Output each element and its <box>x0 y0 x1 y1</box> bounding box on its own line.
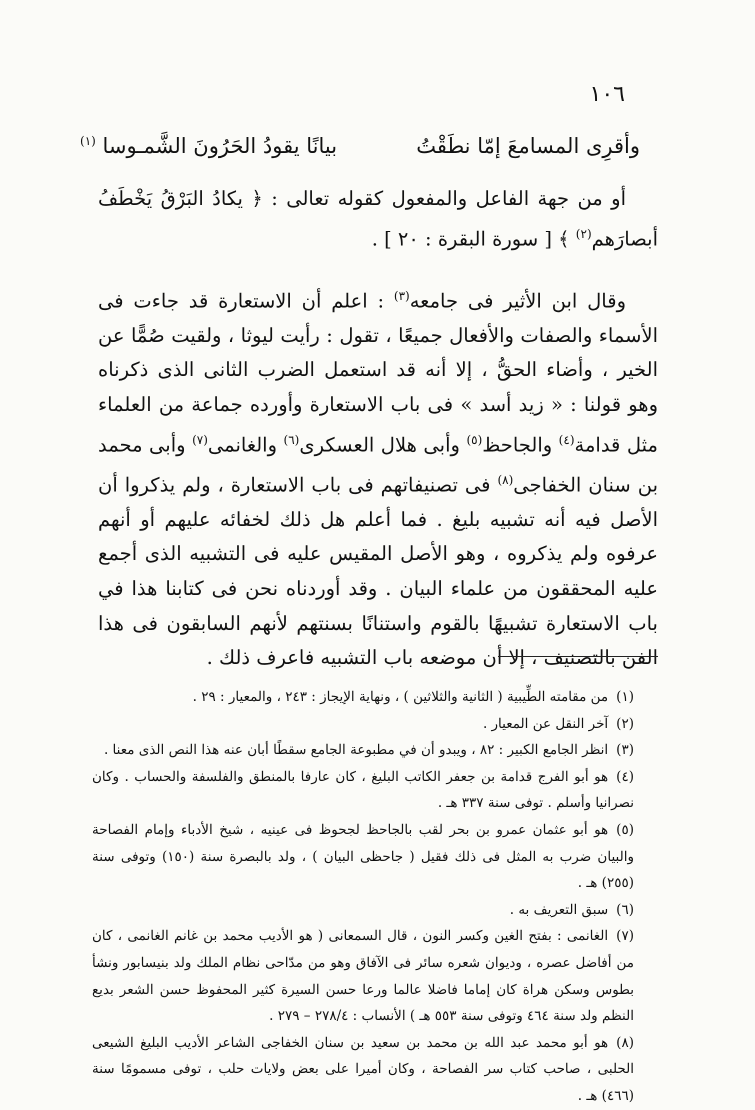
footnote-number: (٤) <box>616 768 634 785</box>
footnote-number: (٨) <box>616 1034 634 1051</box>
footnote-8 <box>92 1030 658 1110</box>
footnote-3 <box>92 737 658 764</box>
p2-text-f: وأبى محمد بن سنان الخفاجى <box>98 433 658 497</box>
footnote-ref-8: (٨) <box>497 472 514 487</box>
footnote-text: آخر النقل عن المعيار . <box>482 715 609 732</box>
footnote-4 <box>92 764 658 817</box>
footnote-1 <box>92 684 658 711</box>
footnotes <box>92 684 658 1110</box>
p1-text-b: ﴾ [ سورة البقرة : ٢٠ ] . <box>371 227 576 251</box>
footnote-6 <box>92 897 658 924</box>
footnote-number: (١) <box>616 689 634 705</box>
footnote-ref-6: (٦) <box>283 432 300 447</box>
footnote-text: هو أبو الفرج قدامة بن جعفر الكاتب البليغ ، كان عارفا بالمنطق والفلسفة والحساب . وكان نصرانيا وأسلم . توفى سنة ٣٣٧ هـ . <box>92 768 634 812</box>
footnote-text: من مقامته الطِّيبية ( الثانية والثلاثين ) ، ونهاية الإيجاز : ٢٤٣ ، والمعيار : ٢٩ . <box>192 689 609 705</box>
p2-text-c: والجاحظ <box>482 433 559 457</box>
footnote-text: هو أبو عثمان عمرو بن بحر لقب بالجاحظ لجحوظ فى عينيه ، شيخ الأدباء وإمام الفصاحة والبيان ضرب به المثل فى ذلك فقيل ( جاحظى البيان ) ، ولد بالبصرة سنة (١٥٠) وتوفى سنة (٢٥٥) هـ . <box>92 821 634 892</box>
footnote-ref-2: (٢) <box>575 226 592 241</box>
footnote-text: هو أبو محمد عبد الله بن محمد بن سعيد بن سنان الخفاجى الشاعر الأديب البليغ الشيعى الحلبى ، صاحب كتاب سر الفصاحة ، وكان أميرا على بعض ولايات حلب ، توفى مسمومًا سنة (٤٦٦) هـ . <box>92 1034 634 1104</box>
footnote-number: (٢) <box>616 715 634 732</box>
footnote-7 <box>92 923 658 1029</box>
paragraph-1 <box>98 182 658 257</box>
footnote-text: سبق التعريف به . <box>509 901 609 918</box>
p2-text-d: وأبى هلال العسكرى <box>299 433 467 457</box>
footnote-ref-4: (٤) <box>558 432 575 447</box>
p2-text-e: والغانمى <box>207 433 284 457</box>
footnote-number: (٦) <box>616 901 634 918</box>
footnote-number: (٧) <box>616 928 634 945</box>
page-number: ١٠٦ <box>589 82 625 107</box>
hemistich-1-text: وأقرِى المسامعَ إمّا نطَقْتُ <box>416 134 640 158</box>
footnote-divider <box>498 656 658 657</box>
footnote-ref-7: (٧) <box>192 432 208 447</box>
footnote-text: انظر الجامع الكبير : ٨٢ ، ويبدو أن في مطبوعة الجامع سقطًا أبان عنه هذا النص الذى معنا . <box>103 742 609 759</box>
p2-text-a: وقال ابن الأثير فى جامعه <box>409 289 626 313</box>
p2-text-g: فى تصنيفاتهم فى باب الاستعارة ، ولم يذكروا أن الأصل فيه أنه تشبيه بليغ . فما أعلم هل ذلك لخفائه عليهم أو أنهم عرفوه ولم يذكروه ، وهو الأصل المقيس عليه فى التشبيه الذى أجمع عليه المحققون من علماء البيان . وقد أوردناه نحن فى كتابنا هذا في باب الاستعارة تشبيهًا بالقوم واستنانًا بسنتهم لأنهم السابقون فى هذا الفن بالتصنيف ، إلا أن موضعه باب التشبيه فاعرف ذلك . <box>98 473 658 670</box>
hemistich-2-text: بيانًا يقودُ الحَرُونَ الشَّمـوسا <box>102 134 338 158</box>
footnote-2 <box>92 711 658 738</box>
poem-hemistich-1 <box>416 134 640 158</box>
main-text <box>98 182 658 676</box>
p2-text-b: : اعلم أن الاستعارة قد جاءت فى الأسماء والصفات والأفعال جميعًا ، تقول : رأيت ليوثا ، ولقيت صُمًّا عن الخير ، وأضاء الحقُّ ، إلا أنه قد استعمل الضرب الثانى الذى ذكرناه وهو قولنا : « زيد أسد » فى باب الاستعارة وأورده جماعة من العلماء مثل قدامة <box>98 289 658 457</box>
footnote-ref-5: (٥) <box>466 432 483 447</box>
p1-text-a: أو من جهة الفاعل والمفعول كقوله تعالى : ﴿ يكادُ البَرْقُ يَخْطَفُ أبصارَهم <box>98 187 658 251</box>
footnote-number: (٥) <box>616 821 634 838</box>
footnote-ref-3: (٣) <box>393 288 410 303</box>
footnote-ref-1: (١) <box>80 134 96 148</box>
paragraph-2 <box>98 279 658 676</box>
poem-hemistich-2 <box>80 134 337 158</box>
poem-verse <box>80 134 640 174</box>
footnote-5 <box>92 817 658 897</box>
footnote-number: (٣) <box>616 742 634 759</box>
footnote-text: الغانمى : بفتح الغين وكسر النون ، قال السمعانى ( هو الأديب محمد بن غانم الغانمى ، كان من أفاضل عصره ، وديوان شعره سائر فى الآفاق وهو من مدّاحى نظام الملك ولد بنيسابور ونشأ بطوس وسكن هراة كان إماما فاضلا عالما ورعا حسن السيرة كثير المحفوظ حسن الشعر بديع النظم ولد سنة ٤٦٤ وتوفى سنة ٥٥٣ هـ ) الأنساب : ٢٧٨/٤ – ٢٧٩ . <box>92 928 634 1025</box>
